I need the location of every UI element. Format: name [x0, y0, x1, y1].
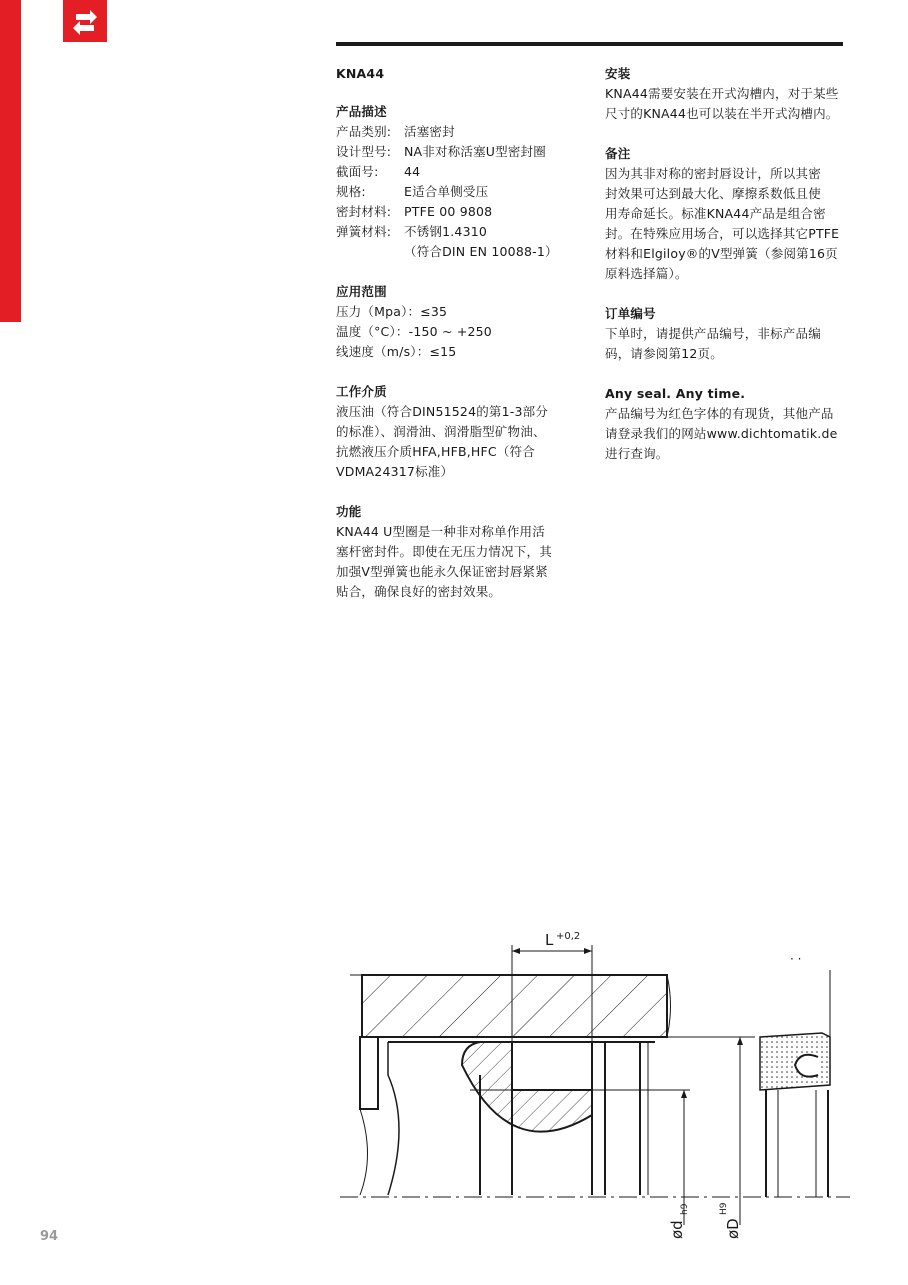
- spec-row: [336, 182, 564, 202]
- double-arrow-icon: [63, 0, 107, 42]
- spec-key: 规格:: [336, 184, 366, 199]
- application-heading: 应用范围: [336, 284, 387, 299]
- housing-section: [350, 975, 671, 1037]
- media-text: 液压油（符合DIN51524的第1-3部分 的标准）、润滑油、润滑脂型矿物油、 抗燃液压介质HFA,HFB,HFC（符合 VDMA24317标准）: [336, 404, 549, 479]
- outer-diameter-label: øD: [724, 1218, 742, 1239]
- page-number: 94: [40, 1229, 59, 1244]
- diameter-dimensions: [667, 1037, 755, 1239]
- spec-key: 截面号:: [336, 164, 379, 179]
- function-text: KNA44 U型圈是一种非对称单作用活 塞杆密封件。即使在无压力情况下，其 加强V型弹簧也能永久保证密封唇紧紧 贴合，确保良好的密封效果。: [336, 524, 552, 599]
- spec-row: [336, 142, 564, 162]
- application-line: 线速度（m/s）：≤15: [336, 344, 457, 359]
- left-column: [336, 64, 564, 602]
- spec-row: [336, 222, 564, 262]
- spec-key: 设计型号:: [336, 144, 392, 159]
- right-column: [605, 64, 845, 464]
- installation-text: KNA44需要安装在开式沟槽内，对于某些 尺寸的KNA44也可以装在半开式沟槽内。: [605, 86, 839, 121]
- remarks-text: 因为其非对称的密封唇设计，所以其密 封效果可达到最大化、摩擦系数低且使 用寿命延长。标准KNA44产品是组合密 封。在特殊应用场合，可以选择其它PTFE 材料和Elgiloy®的V型弹簧（参阅第16页 原料选择篇）。: [605, 166, 840, 281]
- top-rule: [336, 42, 843, 46]
- corner-mark: · ·: [790, 952, 802, 966]
- slogan-text: 产品编号为红色字体的有现货，其他产品 请登录我们的网站www.dichtomatik.de 进行查询。: [605, 406, 838, 461]
- ordering-text: 下单时，请提供产品编号，非标产品编 码，请参阅第12页。: [605, 326, 821, 361]
- spec-key: 产品类别:: [336, 124, 392, 139]
- brand-side-bar: [0, 0, 21, 322]
- brand-logo: [63, 0, 107, 42]
- spec-key: 密封材料:: [336, 204, 392, 219]
- installation-heading: 安装: [605, 66, 631, 81]
- outer-diameter-fit: H9: [719, 1202, 729, 1215]
- spec-value: NA非对称活塞U型密封圈: [404, 144, 546, 159]
- spec-row: [336, 162, 564, 182]
- function-heading: 功能: [336, 504, 362, 519]
- spec-value: 不锈钢1.4310 （符合DIN EN 10088-1）: [404, 224, 558, 259]
- spec-value: 活塞密封: [404, 124, 455, 139]
- length-label: L: [545, 931, 554, 949]
- spec-row: [336, 202, 564, 222]
- spec-value: 44: [404, 164, 421, 179]
- spec-value: PTFE 00 9808: [404, 204, 493, 219]
- slogan-heading: Any seal. Any time.: [605, 386, 746, 401]
- spec-row: [336, 122, 564, 142]
- ordering-heading: 订单编号: [605, 306, 656, 321]
- spec-list: [336, 122, 564, 262]
- media-heading: 工作介质: [336, 384, 387, 399]
- application-line: 温度（°C）：-150 ~ +250: [336, 324, 492, 339]
- product-code: KNA44: [336, 66, 385, 81]
- groove-and-piston: [360, 1037, 690, 1195]
- remarks-heading: 备注: [605, 146, 631, 161]
- seal-technical-drawing: [330, 925, 850, 1245]
- seal-detail-view: [760, 952, 830, 1197]
- spec-value: E适合单侧受压: [404, 184, 489, 199]
- inner-diameter-label: ød: [668, 1220, 686, 1239]
- spec-key: 弹簧材料:: [336, 224, 392, 239]
- description-heading: 产品描述: [336, 104, 387, 119]
- inner-diameter-fit: h9: [680, 1203, 690, 1215]
- application-line: 压力（Mpa）：≤35: [336, 304, 448, 319]
- length-tolerance: +0,2: [556, 931, 581, 942]
